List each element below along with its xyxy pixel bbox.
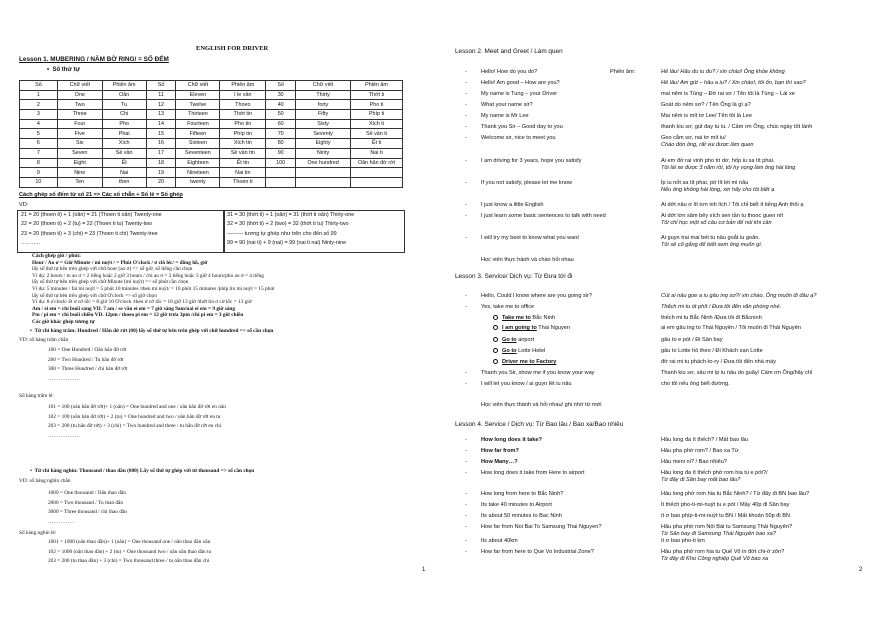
table-header-cell: Số [20,81,58,91]
hundreds-line: 100 = One Hundred / Oăn hăn đờ rớt [48,347,127,353]
dash-bullet-icon: - [465,502,467,508]
pronunciation-translation: Thếch mi tu ót phít / Đưa tôi đến văn phòng nhé. [661,304,782,310]
dash-bullet-icon: - [465,459,467,465]
table-row [20,139,403,149]
dash-bullet-icon: - [465,293,467,299]
circle-bullet-icon [493,315,498,320]
thousands-line: 102 = 1000 (oăn thao dần) + 2 (tu) = One thousand two / oăn oăn thao dần tu [48,548,212,555]
table-cell [266,168,296,178]
bullet-dot-icon: • [30,328,35,334]
english-sentence: Hello, Could I know where are you going sir? [481,293,593,299]
table-cell: Ten [57,177,102,187]
table-cell: 5 [20,129,58,139]
table-cell: Xích ti [351,119,403,129]
table-header-cell: Số [146,81,176,91]
english-sentence: Thanh you Sir, show me if you know your way [481,370,595,376]
translation-line-2: Chào đón ông, rất vui được làm quen [661,142,754,148]
table-row [20,129,403,139]
english-sentence: How far from Noi Bai To Samsung Thai Nguyen? [481,524,602,530]
pronunciation-translation: ai em gâu ing to Thái Nguyên / Tôi muốn đi Thái Nguyên [661,325,801,331]
english-sentence: I will try my best to know what you want [481,235,579,241]
translation-line-2: Nếu ông không hài lòng, xin hãy cho tôi biết ạ. [661,187,776,193]
time-line: Các giờ khác ghép tương tự [32,318,95,325]
table-cell: Pho [102,119,146,129]
thousands-line: …………… [48,518,75,525]
table-cell: Ết tin [220,158,266,168]
table-cell: Sề vần tin [220,148,266,158]
hundreds-line: 200 = Two Hundred / Tu hăn đờ rớt [48,356,124,363]
destination: Lotte Hotel [516,348,546,354]
dash-bullet-icon: - [465,113,467,119]
circle-bullet-icon [493,348,498,353]
table-cell: Seven [57,148,102,158]
dash-bullet-icon: - [465,437,467,443]
box-line: ……….. [21,239,41,246]
lesson-4-heading: Lesson 4. Service / Dịch vụ: Từ Bao lâu / Bao xa/Bao nhiêu [455,421,624,428]
table-cell: Three [57,110,102,120]
english-sentence: Yes, take me to office [481,304,535,310]
dash-bullet-icon: - [465,448,467,454]
table-cell: 20 [146,177,176,187]
table-cell: Ết [102,158,146,168]
english-sentence: I am driving for 3 years, hope you satisfy [481,158,582,164]
table-cell: 17 [146,148,176,158]
table-cell: Four [57,119,102,129]
lesson-1-heading: Lesson 1. MUBERING / NĂM BỜ RING/ = SỐ ĐẾM [19,56,169,63]
table-cell: Thirteen [176,110,220,120]
table-cell: Sixty [296,119,351,129]
table-header-cell: Phiên âm [102,81,146,91]
bullet-dot-icon: • [30,468,35,474]
english-sentence: I will let you know / ai guyn lét iu nâu [481,381,572,387]
pronunciation-translation: Hê lâu! Am gút – hâu a iu? / Xin chào!, tôi ổn, bạn thì sao? [661,80,806,86]
table-row [20,110,403,120]
english-phrase [493,315,555,322]
table-row [20,100,403,110]
table-cell: 9 [20,168,58,178]
pronunciation-translation: đờ rai mi tu phách-to-ry / Đưa tôi đến nhà máy [661,359,776,365]
document-title: ENGLISH FOR DRIVER [196,45,269,52]
box-line: 22 = 20 (thoen ti) + 2 (tu) = 22 (Thoen ti tu) Twenty-two [21,221,152,228]
table-header-row [20,81,403,91]
dash-bullet-icon: - [465,69,467,75]
pronunciation-translation: thếch mi tu Bắc Ninh /Đưa tôi đi Bắcninh [661,315,762,321]
table-cell: 2 [20,100,58,110]
vd-label: VD: [19,202,29,208]
thousands-line: 1000 = One thousand / Oăn thao dần [48,490,126,496]
page-number: 2 [859,567,863,573]
bullet-so-thu-tu: • Số thứ tự [47,67,80,73]
english-sentence: Thank you Sir – Good day to you [481,124,563,130]
table-cell: Nai [102,168,146,178]
table-cell: Thớt ti [351,90,403,100]
time-line: Ví dụ: 5 minutes / fai mi nuýt = 5 phút 10 minutes /then mi nuýt/ = 10 phút 15 minutes /phíp tin mi nuýt = 15 phút [32,285,275,292]
table-row [20,168,403,178]
pronunciation-translation: Ai dớt lơn săm bêy xích sen tần tu thooc guen nít [661,213,784,219]
hundreds-odd-label: Số hàng trăm lẻ: [19,393,54,399]
table-cell: Eleven [176,90,220,100]
pronunciation-translation: Goát do nêm sơ? / Tên Ông là gì ạ? [661,102,751,108]
box-line: 23 = 20 (thoen ti) + 3 (chi) = 23 (Thoen ti chi) Twenty-tree [21,230,158,237]
lesson-3-footer: Học viên thực thành và hỏi nhau/ ghi nhớ từ mới [481,402,602,408]
thousands-line: 3000 = Three thousand / chi thao dần [48,509,127,516]
english-sentence: How long does it take? [481,437,542,443]
time-line: Pm / pi em = chỉ buổi chiều VD. 12pm / thoeo pi em = 12 giờ trưa 3pm /chi pi em = 3 giờ chiều [32,312,244,319]
hundreds-line: 300 = Three Hundred / chi hăn đờ rớt [48,366,128,373]
table-cell: I le vần [220,90,266,100]
english-sentence: Welcome sir, nice to meet you [481,135,556,141]
table-cell: Nai ti [351,148,403,158]
table-cell: Xích [102,139,146,149]
table-cell: Thớt tin [220,110,266,120]
dash-bullet-icon: - [465,513,467,519]
table-cell: 19 [146,168,176,178]
lesson-3-heading: Lesson 3. Service/ Dịch vụ: Từ Đưa tới đi [455,273,573,280]
destination: Bắc Ninh [530,315,556,321]
translation-line-2: Tôi sẽ cố gắng để biết xem ông muốn gì. [661,242,763,248]
table-cell: Ninty [296,148,351,158]
english-sentence: I just know a little English [481,202,544,208]
dash-bullet-icon: - [465,202,467,208]
table-cell: Seventeen [176,148,220,158]
dash-bullet-icon: - [465,381,467,387]
lesson-2-footer: Học viên thực hành và chào hỏi nhau [481,257,574,263]
english-sentence: My name is Tung – your Driver [481,91,558,97]
hundreds-line: 203 = 200 (tu hăn đờ rớt) + 3 (chi) = Two hundred and three / tu hăn đờ rớt en chi [48,423,222,430]
table-row [20,119,403,129]
table-cell: Sề vần [102,148,146,158]
english-sentence: How long from here to Bắc Ninh? [481,491,564,497]
table-cell: Sixteen [176,139,220,149]
table-cell [266,177,296,187]
dash-bullet-icon: - [465,124,467,130]
table-cell: Xích tin [220,139,266,149]
hundreds-line: 102 = 100 (oăn hăn đờ rớt) + 2 (tu) = One hundred and two / oăn hăn đờ rớt en tu [48,413,221,420]
thousands-vd: VD: số hàng nghìn chẵn [19,478,71,484]
dash-bullet-icon: - [465,470,467,476]
pronunciation-translation: Hâu meni ni? / Bao nhiêu? [661,459,727,465]
dash-bullet-icon: - [465,524,467,530]
table-cell: 1 [20,90,58,100]
hundreds-bullet: • Từ chỉ hàng trăm: Hundred / Hăn đờ rớt (00) lấy số thứ tự bên trên ghép với chữ hundred => số cần chọn [30,328,274,334]
table-cell: 6 [20,139,58,149]
pronunciation-translation: ít ơ bao pho-ti km [661,538,705,544]
table-cell: Thirty [296,90,351,100]
table-cell [351,177,403,187]
key-phrase: Take me to [502,315,531,321]
translation-line-2: Từ đây đi Sân bay mất bao lâu? [661,477,741,483]
table-cell: Pho tin [220,119,266,129]
table-cell: Eighteen [176,158,220,168]
key-phrase: I am going to [502,325,537,331]
english-sentence: I just learn some basic sentences to talk with need [481,213,606,219]
hundreds-vd: VD: số hàng trăm chẵn [19,337,69,343]
english-sentence: Hello! How do you do? [481,69,538,75]
pronunciation-translation: Ai em đờ rai vinh pho tri dơ, hốp iu sa tít phai. [661,158,775,164]
dash-bullet-icon: - [465,80,467,86]
time-line: lấy số thứ tự bên trên ghép với chữ hour (ao ơ) => số giờ, số tiếng cần chọn [32,266,193,273]
table-cell: Fifty [296,110,351,120]
english-sentence: Its about 40km [481,538,518,544]
page-2 [437,0,874,620]
pronunciation-translation: Hâu long phờ rom hia tu Bắc Ninh? / Từ đây đi BN bao lâu? [661,491,810,497]
table-cell: 80 [266,139,296,149]
table-cell: Two [57,100,102,110]
table-cell: then [102,177,146,187]
translation-line-2: Tôi chỉ học một số câu cơ bản để nói khi cần [661,220,772,226]
pronunciation-translation: Ai guyn trai mai bét tu nâu goắt iu goăn. [661,235,760,241]
dash-bullet-icon: - [465,102,467,108]
table-cell: Thoen ti [220,177,266,187]
dash-bullet-icon: - [465,135,467,141]
table-cell: Tu [102,100,146,110]
pronunciation-translation: Hâu pha phờ rom Nội Bài tu Samsung Thái Nguyên? [661,524,793,530]
time-line: Ví dụ: 2 hours / tu ao ơ = 2 tiếng hoặc 2 giờ 3 hours / chi ao ơ = 3 tiếng hoặc 3 giờ 4 hours/pho ao ơ = 4 tiếng [32,272,264,279]
table-cell: forty [296,100,351,110]
pronunciation-translation: Ít thếch pho-ti-mi-nuýt tu e pót / Mấy 40p đi Sân bay [661,502,790,508]
hundreds-odd [48,403,226,441]
table-cell: 40 [266,100,296,110]
table-cell: Five [57,129,102,139]
table-cell: Sề vần ti [351,129,403,139]
table-cell: One hundred [296,158,351,168]
dash-bullet-icon: - [465,370,467,376]
example-box-right [223,210,405,253]
pronunciation-translation: Hâu pha phờ rom? / Bao xa Từ [661,448,739,454]
hundreds-line: ……………… [48,432,80,439]
destination: airport [516,337,535,343]
english-sentence: How Many…? [481,459,518,465]
thousands-bullet: • Từ chỉ hàng nghìn: Thousand / thao dần (000) Lấy số thứ tự ghép với từ thousand => số cần chọn [30,468,255,474]
table-header-cell: Chữ viết [296,81,351,91]
pronunciation-translation: cho tôi nếu ông biết đường. [661,381,730,387]
table-cell: Nai tin [220,168,266,178]
table-cell: Nineteen [176,168,220,178]
english-sentence: My name is Mr Lee [481,113,529,119]
english-sentence: How long does it take from Here to airport [481,470,585,476]
time-line: Ví dụ: 8 o'clock/ ết ơ cờ lốc = 8 giờ 10 O'clock /then ơ cờ lốc = 10 giờ 13 giờ /thớt tin ơ cờ lốc = 13 giờ [32,299,252,306]
lesson-2-heading: Lesson 2. Meet and Greet / Làm quen [455,48,563,55]
destination: Thai Nguyen [536,325,570,331]
dash-bullet-icon: - [465,91,467,97]
number-table [19,80,403,188]
table-cell [296,177,351,187]
table-cell: 100 [266,158,296,168]
time-section [32,253,274,326]
dash-bullet-icon: - [465,304,467,310]
table-row [20,148,403,158]
thousands-odd [48,538,211,567]
english-sentence: Hello! Am good – How are you? [481,80,560,86]
table-row [20,177,403,187]
combine-heading: Cách ghép số đếm từ số 21 => Các số chẵn + Số lẻ = Số ghép [19,192,183,198]
table-cell: One [57,90,102,100]
time-line: lấy số thứ tự bên trên ghép với chữ Minute (mi nuýt) => số phút cần chọn [32,279,189,286]
table-cell: 8 [20,158,58,168]
dash-bullet-icon: - [465,158,467,164]
table-cell: Oăn [102,90,146,100]
table-cell: 12 [146,100,176,110]
translation-line-2: Tôi lái xe được 3 năm rồi, tôi hy vọng làm ông hài lòng [661,165,796,171]
table-cell: 50 [266,110,296,120]
table-cell: 10 [20,177,58,187]
box-line: 31 = 30 (thớt ti) + 1 (oăn) = 31 (thớt ti oăn) Thirty-one [227,212,355,218]
dash-bullet-icon: - [465,235,467,241]
translation-line-2: Từ đây đi Khu Công nghiệp Quế Võ bao xa [661,556,769,562]
table-cell: 11 [146,90,176,100]
time-line: Am / ei em = chỉ buổi sáng VD. 7 am / se vần ei em = 7 giờ sáng 9am/nai ei em = 9 giờ sáng [32,305,236,312]
dash-bullet-icon: - [465,213,467,219]
pronunciation-translation: Hâu long đa ít thếch? / Mất bao lâu [661,437,749,443]
table-cell: 7 [20,148,58,158]
box-line: --------- tương tự ghép như trên cho đến số 99 [227,230,337,237]
table-cell [351,168,403,178]
english-sentence: What your name sir? [481,102,533,108]
english-sentence: If you not satisfy, please let me know [481,180,572,186]
table-cell [296,168,351,178]
thousands-even [48,489,127,527]
table-cell: Fifteen [176,129,220,139]
hundreds-even [48,346,127,384]
dash-bullet-icon: - [465,491,467,497]
english-phrase [493,337,534,344]
table-cell: Eighty [296,139,351,149]
pronunciation-translation: gâu to Lotte hồ theo / Đi Khách sạn Lotte [661,348,763,354]
english-phrase [493,325,570,332]
box-line: 21 = 20 (thoen ti) + 1 (oăn) = 21 (Thoen ti oăn) Twenty-one [21,212,162,218]
table-cell: Six [57,139,102,149]
pronunciation-translation: Thanh kiu sơ, sâu mi íp iu nâu do guây/ Cảm ơn Ông/hãy chỉ [661,370,813,376]
english-sentence: How far from? [481,448,519,454]
table-cell: 30 [266,90,296,100]
circle-bullet-icon [493,325,498,330]
page-number: 1 [422,567,426,573]
time-line: Hour / Ao ơ = Giờ Minute / mi nuýt / = Phút O'clock / ơ clô léc/ = đồng hồ, giờ [32,259,208,266]
key-phrase: Go to [502,348,517,354]
table-header-cell: Phiên âm [220,81,266,91]
dash-bullet-icon: - [465,180,467,186]
table-cell: Ết ti [351,139,403,149]
thousands-odd-label: Số hàng nghìn lẻ: [19,530,57,536]
table-cell: Thoeo [220,100,266,110]
table-cell: Fourteen [176,119,220,129]
table-cell: twenty [176,177,220,187]
table-header-cell: Chữ viết [57,81,102,91]
hundreds-line: 101 = 100 (oăn hăn đờ rớt)+ 1 (oăn) = One hundred and one / oăn hăn đờ rớt en oăn [48,404,226,410]
english-sentence: How far from here to Que Vo Industrial Zone? [481,549,594,555]
table-cell: 18 [146,158,176,168]
table-cell: 14 [146,119,176,129]
english-phrase [493,348,545,355]
table-cell: 15 [146,129,176,139]
dash-bullet-icon: - [465,538,467,544]
pronunciation-translation: Ai dớt nâu ơ lít tơn inh lích / Tôi chỉ biết ít tiếng Anh thôi ạ [661,202,804,208]
pronunciation-translation: gâu to e pót / Đi Sân bay [661,337,723,343]
table-header-cell: Số [266,81,296,91]
circle-bullet-icon [493,359,498,364]
phien-am-label: Phiên âm: [610,69,636,75]
thousands-line: 2000 = Two thousand / Tu thao dần [48,499,124,506]
bullet-dot-icon: • [47,67,53,73]
pronunciation-translation: Geo cằm sơ, nai tơ mít iu/ [661,135,726,141]
table-header-cell: Chữ viết [176,81,220,91]
time-line: lấy số thứ tự bên trên ghép với chữ O'clock => số giờ chọn [32,292,157,299]
pronunciation-translation: ít ơ bao phíp-ti-mi-nuýt tu BN / Mất khoản 50p đi BN [661,513,790,519]
pronunciation-translation: Mai nêm is mít tơ Lee/ Tên tôi là Lee [661,113,752,119]
pronunciation-translation: Cút ai nâu goe a iu gâu inq sơ?/ xin chào, Ông muốn đi đâu ạ? [661,293,817,299]
pronunciation-translation: mai nêm is Tùng – Đờ rai vơ / Tên tôi là Tùng – Lái xe [661,91,795,97]
table-cell: 16 [146,139,176,149]
circle-bullet-icon [493,337,498,342]
translation-line-2: Từ Sân bay đi Samsung Thái Nguyên bao xa? [661,531,776,537]
key-phrase: Go to [502,337,517,343]
table-cell: Chi [102,110,146,120]
thousands-line: 203 = 200 (tu thao dần) + 3 (chi) = Two thousand three / tu oăn thao dần chi [48,558,210,565]
table-cell: Eight [57,158,102,168]
table-row [20,90,403,100]
table-cell: 70 [266,129,296,139]
table-cell: 3 [20,110,58,120]
table-cell: 60 [266,119,296,129]
dash-bullet-icon: - [465,549,467,555]
english-phrase [493,359,556,366]
english-sentence: Its take 40 minutes to Airport [481,502,552,508]
hundreds-line: ……………… [48,375,80,382]
table-cell: 90 [266,148,296,158]
table-cell: Twelve [176,100,220,110]
key-phrase: Driver me to Factory [502,359,557,365]
pronunciation-translation: thanh kiu sơ, gút đay tu iu. / Cảm ơn Ông, chúc ngày tốt lành [661,124,813,130]
pronunciation-translation: Hê lâu! Hấu đu iu đu? / xin chào! Ông khỏe không [661,69,785,75]
thousands-line: 1001 = 1000 (oăn thao dần)+ 1 (oăn) = One thousand one / oăn thao dần oăn [48,539,211,545]
table-cell: Phíp tin [220,129,266,139]
table-cell: Seventy [296,129,351,139]
table-cell: 4 [20,119,58,129]
table-cell: 13 [146,110,176,120]
table-cell: Phíp ti [351,110,403,120]
pronunciation-translation: Hâu long đa ít thếch phờ rom hia tu e pót?/ [661,470,768,476]
pronunciation-translation: Hâu pha phờ rom hia tu Quế Võ in đớt chi-ờ zôn? [661,549,785,555]
table-cell: Phai [102,129,146,139]
table-header-cell: Phiên âm [351,81,403,91]
table-row [20,158,403,168]
table-cell: Nine [57,168,102,178]
box-line: 99 = 90 (nai ti) + 9 (nai) = 99 (nai ti nai) Ninty-nine [227,239,347,246]
table-cell: Oăn hăn đờ rớt [351,158,403,168]
english-sentence: Its about 50 minutes to Bac Ninh [481,513,562,519]
example-box-left [17,210,225,253]
box-line: 32 = 30 (thớt ti) + 2 (two) = 32 (thớt ti tu) Thirty-two [227,221,349,228]
time-line: Cách ghép giờ / phút: [32,253,81,259]
pronunciation-translation: Íp iu nốt sa tít phai, pờ lít lét mi nâu [661,180,749,186]
table-cell: Pho ti [351,100,403,110]
